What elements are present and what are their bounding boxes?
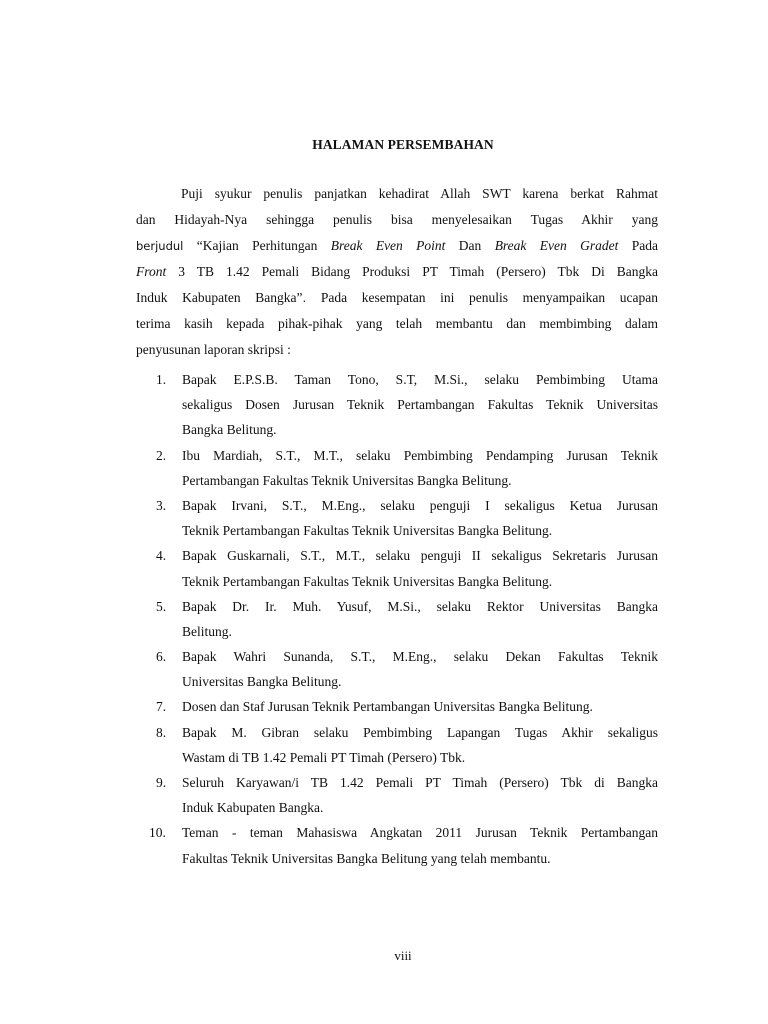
intro-text: Dan: [445, 238, 495, 253]
intro-text: berjudul: [136, 239, 184, 253]
intro-text: “Kajian Perhitungan: [183, 238, 331, 253]
list-item-text: sekaligus Dosen Jurusan Teknik Pertambangan Fakultas Teknik Universitas: [182, 397, 658, 413]
list-item-text: Bangka Belitung.: [182, 422, 277, 438]
list-item-text: Wastam di TB 1.42 Pemali PT Timah (Persero) Tbk.: [182, 749, 466, 765]
list-item-number: 1.: [156, 372, 167, 387]
list-item: [136, 694, 658, 719]
intro-text: 3 TB 1.42 Pemali Bidang Produksi PT Timah (Persero) Tbk Di Bangka: [166, 264, 658, 279]
list-item: [136, 543, 658, 593]
list-item-number: 7.: [156, 699, 167, 715]
acknowledgement-list: [136, 367, 658, 871]
intro-line: [136, 181, 658, 207]
list-item: [136, 820, 658, 870]
list-item-number: 8.: [156, 724, 167, 740]
list-item-number: 5.: [156, 598, 167, 614]
list-item-text: Ibu Mardiah, S.T., M.T., selaku Pembimbing Pendamping Jurusan Teknik: [182, 447, 658, 463]
list-item-text: Bapak Dr. Ir. Muh. Yusuf, M.Si., selaku Rektor Universitas Bangka: [182, 598, 658, 614]
intro-italic-text: Front: [136, 264, 167, 279]
intro-line: [136, 259, 658, 285]
intro-text: dan Hidayah-Nya sehingga penulis bisa menyelesaikan Tugas Akhir yang: [136, 212, 658, 227]
list-item-number: 4.: [156, 548, 167, 564]
list-item: [136, 443, 658, 493]
list-item-text: Universitas Bangka Belitung.: [182, 674, 342, 690]
list-item-text: Teknik Pertambangan Fakultas Teknik Universitas Bangka Belitung.: [182, 523, 553, 539]
list-item-number: 9.: [156, 775, 167, 790]
intro-text: penyusunan laporan skripsi :: [136, 342, 291, 357]
list-item-text: Teman - teman Mahasiswa Angkatan 2011 Jurusan Teknik Pertambangan: [182, 825, 658, 841]
page-title: HALAMAN PERSEMBAHAN: [312, 137, 494, 152]
list-item-number: 10.: [149, 825, 166, 841]
list-item-text: Bapak M. Gibran selaku Pembimbing Lapangan Tugas Akhir sekaligus: [182, 724, 658, 740]
list-item-text: Induk Kabupaten Bangka.: [182, 800, 324, 816]
intro-line: [136, 337, 658, 363]
intro-paragraph: [136, 181, 658, 363]
list-item: [136, 594, 658, 644]
intro-italic-text: Break Even Gradet: [494, 238, 619, 253]
intro-line: [136, 285, 658, 311]
intro-italic-text: Break Even Point: [330, 238, 446, 253]
list-item-text: Bapak E.P.S.B. Taman Tono, S.T, M.Si., selaku Pembimbing Utama: [182, 372, 658, 387]
list-item-text: Bapak Guskarnali, S.T., M.T., selaku penguji II sekaligus Sekretaris Jurusan: [182, 548, 658, 564]
intro-line: [136, 311, 658, 337]
intro-line: [136, 207, 658, 233]
list-item-text: Fakultas Teknik Universitas Bangka Belitung yang telah membantu.: [182, 850, 551, 866]
list-item: [136, 367, 658, 443]
list-item: [136, 644, 658, 694]
list-item-text: Teknik Pertambangan Fakultas Teknik Universitas Bangka Belitung.: [182, 573, 553, 589]
list-item-number: 6.: [156, 649, 167, 665]
list-item: [136, 770, 658, 820]
list-item-text: Bapak Wahri Sunanda, S.T., M.Eng., selaku Dekan Fakultas Teknik: [182, 649, 658, 665]
list-item-number: 3.: [156, 497, 167, 513]
list-item-number: 2.: [156, 447, 167, 463]
list-item-text: Belitung.: [182, 623, 232, 639]
intro-text: Induk Kabupaten Bangka”: [136, 290, 303, 305]
list-item-text: Bapak Irvani, S.T., M.Eng., selaku penguji I sekaligus Ketua Jurusan: [182, 497, 658, 513]
list-item-text: Dosen dan Staf Jurusan Teknik Pertambangan Universitas Bangka Belitung.: [182, 699, 593, 715]
intro-text: Pada kesempatan ini penulis menyampaikan ucapan: [306, 290, 658, 305]
list-item: [136, 493, 658, 543]
intro-text: Puji syukur penulis panjatkan kehadirat Allah SWT karena berkat Rahmat: [181, 186, 658, 201]
list-item-text: Pertambangan Fakultas Teknik Universitas Bangka Belitung.: [182, 472, 512, 488]
list-item-text: Seluruh Karyawan/i TB 1.42 Pemali PT Timah (Persero) Tbk di Bangka: [182, 775, 658, 790]
page-number: viii: [394, 948, 412, 963]
intro-text: .: [302, 291, 307, 305]
intro-text: Pada: [618, 238, 659, 253]
intro-line: [136, 233, 658, 259]
list-item: [136, 720, 658, 770]
intro-text: terima kasih kepada pihak-pihak yang telah membantu dan membimbing dalam: [136, 316, 658, 331]
